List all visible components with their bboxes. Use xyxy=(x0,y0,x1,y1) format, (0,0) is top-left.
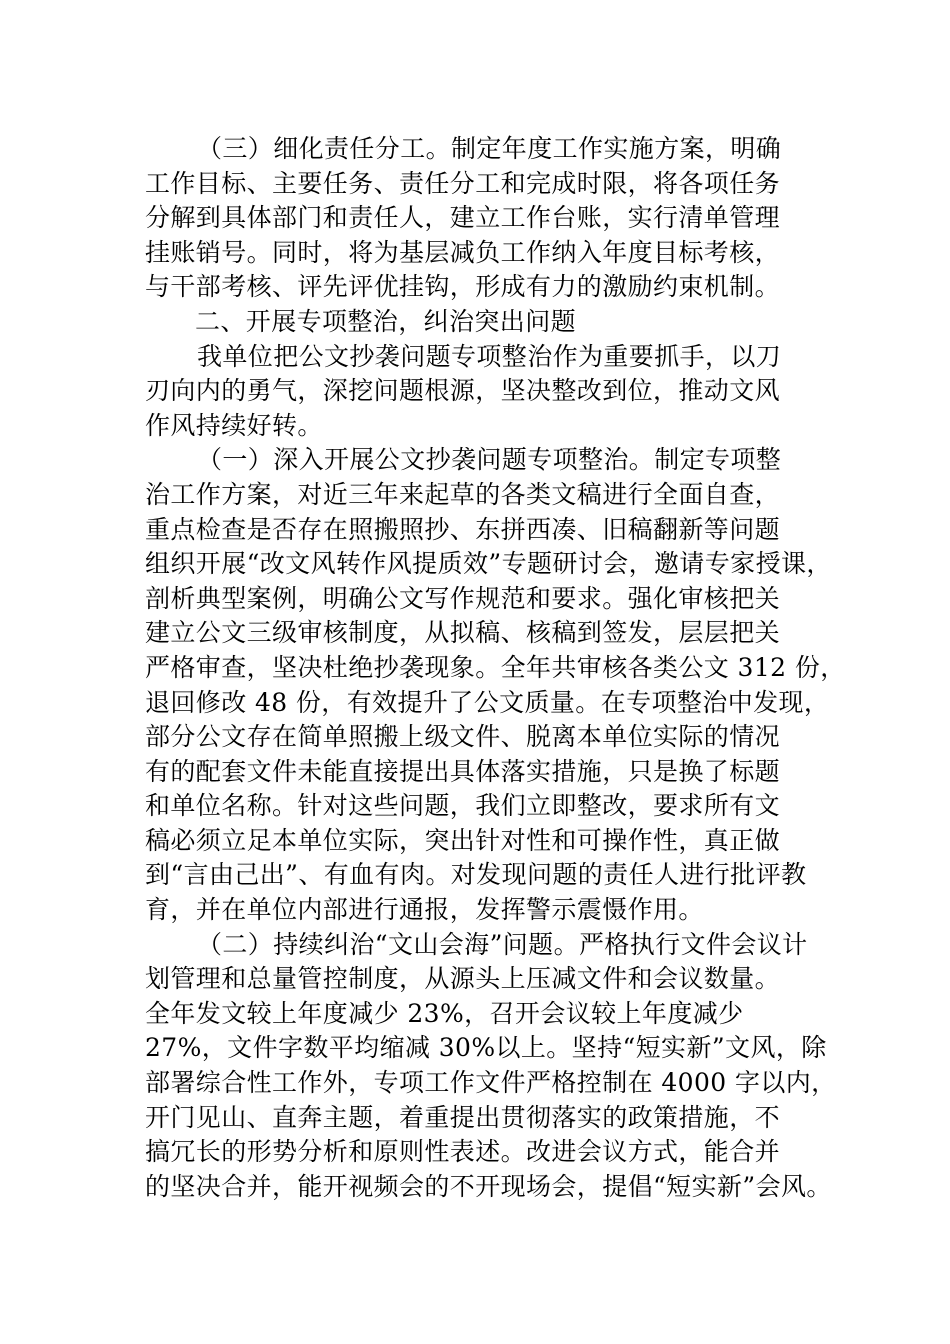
text-line: 分解到具体部门和责任人，建立工作台账，实行清单管理 xyxy=(145,203,781,233)
text-line: 挂账销号。同时，将为基层减负工作纳入年度目标考核， xyxy=(145,237,781,267)
text-line: 27%，文件字数平均缩减 30%以上。坚持“短实新”文风，除 xyxy=(145,1033,827,1063)
text-line: 组织开展“改文风转作风提质效”专题研讨会，邀请专家授课， xyxy=(145,549,832,579)
body-paragraph xyxy=(145,340,835,444)
text-line: 育，并在单位内部进行通报，发挥警示震慑作用。 xyxy=(145,895,704,925)
text-line: 和单位名称。针对这些问题，我们立即整改，要求所有文 xyxy=(145,791,781,821)
text-line: （三）细化责任分工。制定年度工作实施方案，明确 xyxy=(197,134,782,163)
document-page xyxy=(145,132,846,1204)
text-line: 作风持续好转。 xyxy=(145,410,323,440)
text-line: 全年发文较上年度减少 23%，召开会议较上年度减少 xyxy=(145,998,744,1028)
text-line: 搞冗长的形势分析和原则性表述。改进会议方式，能合并 xyxy=(145,1137,781,1167)
text-line: 开门见山、直奔主题，着重提出贯彻落实的政策措施，不 xyxy=(145,1102,781,1132)
text-line: 部分公文存在简单照搬上级文件、脱离本单位实际的情况 xyxy=(145,722,781,752)
text-line: 剖析典型案例，明确公文写作规范和要求。强化审核把关 xyxy=(145,583,781,613)
body-paragraph xyxy=(145,928,835,1205)
text-line: 建立公文三级审核制度，从拟稿、核稿到签发，层层把关 xyxy=(145,618,781,648)
text-line: 部署综合性工作外，专项工作文件严格控制在 4000 字以内， xyxy=(145,1068,837,1098)
body-paragraph xyxy=(145,132,835,305)
text-line: 到“言由己出”、有血有肉。对发现问题的责任人进行批评教 xyxy=(145,860,807,890)
text-line: 严格审查，坚决杜绝抄袭现象。全年共审核各类公文 312 份， xyxy=(145,652,846,682)
section-heading xyxy=(145,305,835,340)
text-line: 有的配套文件未能直接提出具体落实措施，只是换了标题 xyxy=(145,756,781,786)
text-line: 二、开展专项整治，纠治突出问题 xyxy=(195,306,577,336)
text-line: 我单位把公文抄袭问题专项整治作为重要抓手，以刀 xyxy=(197,341,782,371)
text-line: 退回修改 48 份，有效提升了公文质量。在专项整治中发现， xyxy=(145,687,830,717)
text-line: 划管理和总量管控制度，从源头上压减文件和会议数量。 xyxy=(145,964,781,994)
text-line: （二）持续纠治“文山会海”问题。严格执行文件会议计 xyxy=(197,929,808,959)
text-line: （一）深入开展公文抄袭问题专项整治。制定专项整 xyxy=(197,445,782,475)
text-line: 重点检查是否存在照搬照抄、东拼西凑、旧稿翻新等问题 xyxy=(145,514,781,544)
text-line: 的坚决合并，能开视频会的不开现场会，提倡“短实新”会风。 xyxy=(145,1171,832,1201)
text-line: 工作目标、主要任务、责任分工和完成时限，将各项任务 xyxy=(145,168,781,198)
text-line: 刃向内的勇气，深挖问题根源，坚决整改到位，推动文风 xyxy=(145,376,781,406)
text-line: 稿必须立足本单位实际，突出针对性和可操作性，真正做 xyxy=(145,825,781,855)
text-line: 与干部考核、评先评优挂钩，形成有力的激励约束机制。 xyxy=(145,272,781,302)
text-line: 治工作方案，对近三年来起草的各类文稿进行全面自查， xyxy=(145,479,781,509)
body-paragraph xyxy=(145,443,846,927)
